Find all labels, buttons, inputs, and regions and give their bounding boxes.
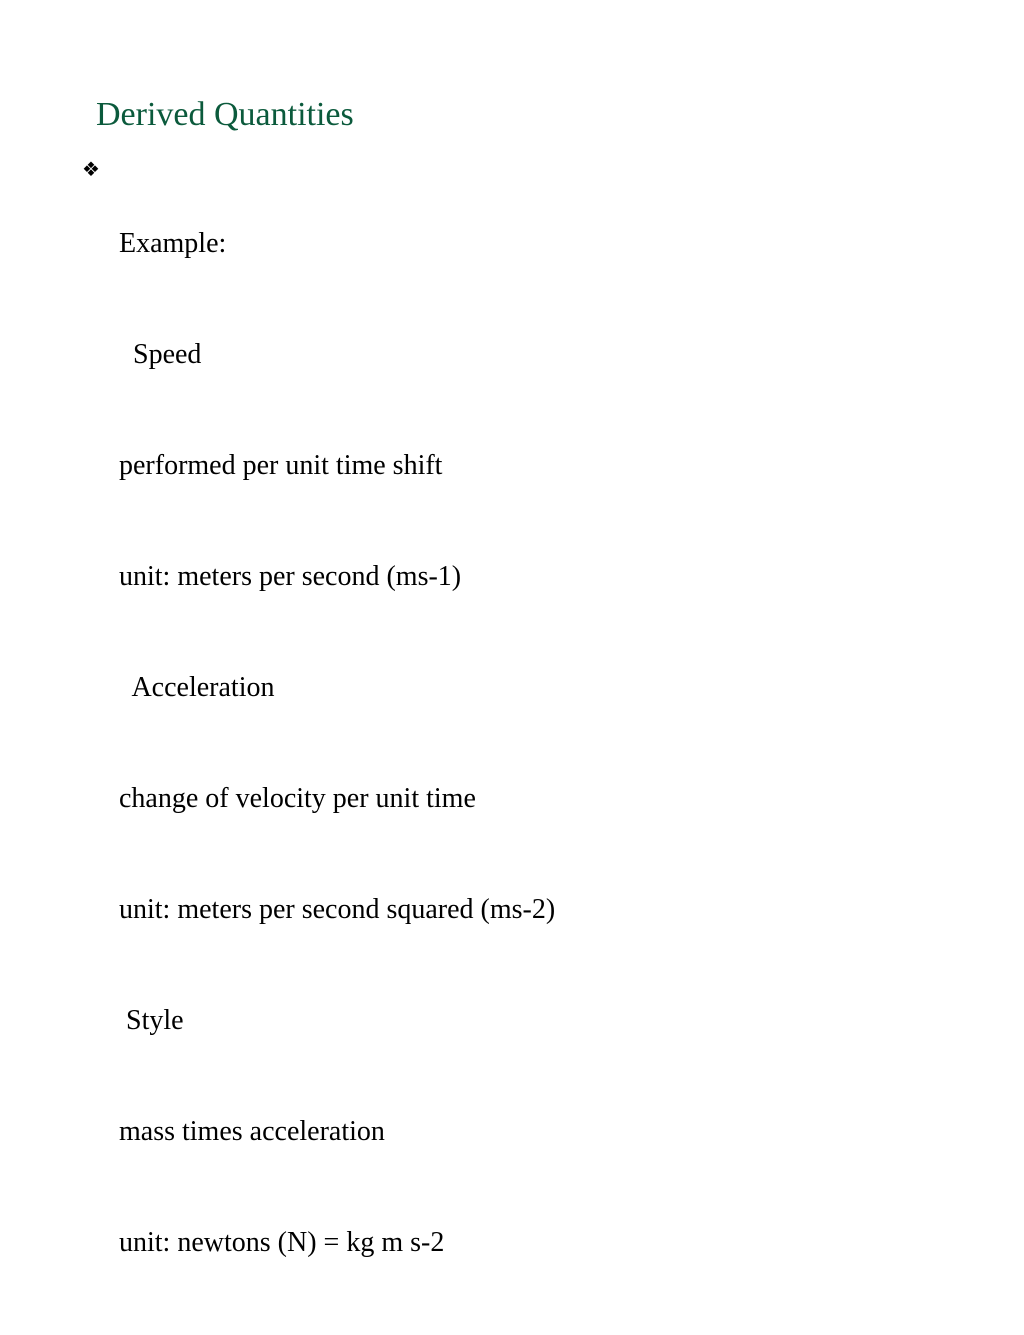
- bullet-line: mass times acceleration: [119, 1116, 385, 1147]
- bullet-line: unit: newtons (N) = kg m s-2: [119, 1227, 445, 1258]
- bullet-line: unit: meters per second (ms-1): [119, 561, 462, 592]
- bullet-line: unit: meters per second squared (ms-2): [119, 894, 556, 925]
- bullet-line: Example:: [119, 228, 227, 259]
- diamond-bullet-icon: ❖: [82, 157, 100, 181]
- slide-title: Derived Quantities: [96, 96, 354, 133]
- bullet-line: Acceleration: [119, 672, 275, 703]
- bullet-line: Style: [119, 1005, 184, 1036]
- bullet-lines: [119, 151, 555, 1335]
- bullet-line: Speed: [119, 339, 202, 370]
- bullet-line: performed per unit time shift: [119, 450, 443, 481]
- bullet-line: change of velocity per unit time: [119, 783, 476, 814]
